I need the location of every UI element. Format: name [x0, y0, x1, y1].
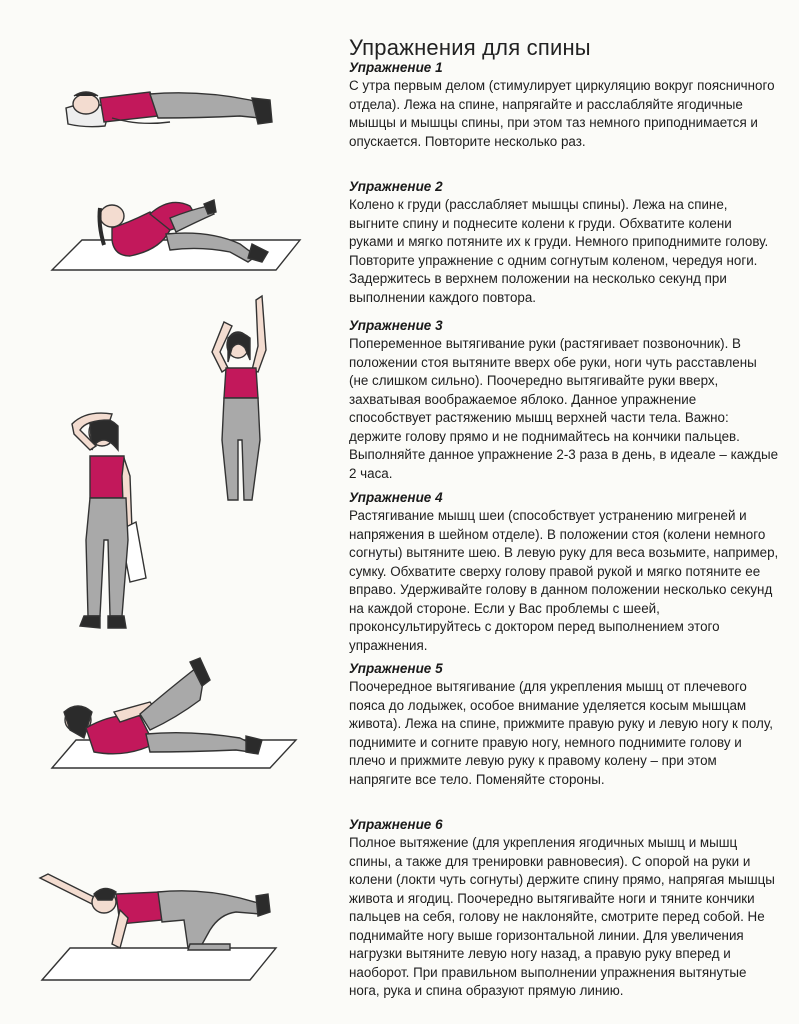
figure-exercise-2 [52, 200, 300, 270]
exercise-1-text: С утра первым делом (стимулирует циркуляцию вокруг поясничного отдела). Лежа на спине, напрягайте и расслабляйте ягодичные мышцы и мышцы спины, при этом таз немного приподнимается и опускается. Повторите несколько раз. [349, 78, 775, 149]
exercise-4-heading: Упражнение 4 [349, 490, 443, 505]
exercise-2-heading: Упражнение 2 [349, 179, 443, 194]
exercise-4 [349, 489, 779, 655]
exercise-3 [349, 317, 779, 483]
figure-exercise-3 [212, 296, 266, 500]
exercise-1-heading: Упражнение 1 [349, 60, 443, 75]
page-title: Упражнения для спины [349, 34, 591, 60]
exercise-4-text: Растягивание мышц шеи (способствует устранению мигреней и напряжения в шейном отделе). В положении стоя (колени немного согнуты) вытяните шею. В левую руку для веса возьмите, например, сумку. Обхватите сверху голову правой рукой и мягко потяните ее вправо. Удерживайте голову в данном положении несколько секунд на каждой стороне. Если у Вас проблемы с шеей, проконсультируйтесь с доктором перед выполнением этого упражнения. [349, 508, 779, 653]
exercise-2-text: Колено к груди (расслабляет мышцы спины). Лежа на спине, выгните спину и поднесите колени к груди. Обхватите колени руками и мягко потяните их к груди. Немного приподнимите голову. Повторите упражнение с одним согнутым коленом, чередуя ноги. Задержитесь в верхнем положении на несколько секунд при выполнении каждого повтора. [349, 197, 769, 305]
exercise-6-heading: Упражнение 6 [349, 817, 443, 832]
exercise-1 [349, 59, 779, 151]
exercise-5 [349, 660, 779, 789]
exercise-3-heading: Упражнение 3 [349, 318, 443, 333]
figure-exercise-5 [52, 658, 296, 768]
figure-exercise-1 [66, 92, 272, 127]
figure-exercise-6 [40, 874, 276, 980]
exercise-6-text: Полное вытяжение (для укрепления ягодичных мышц и мышц спины, а также для тренировки равновесия). С опорой на руки и колени (локти чуть согнуты) держите спину прямо, напрягая мышцы живота и ягодиц. Поочередно вытягивайте ноги и тяните кончики пальцев на себя, голову не наклоняйте, смотрите перед собой. Не поднимайте ногу выше горизонтальной линии. Для увеличения нагрузки вытяните левую ногу назад, а правую руку вперед и наоборот. При правильном выполнении упражнения вытянутые нога, рука и спина образуют прямую линию. [349, 835, 775, 998]
exercise-6 [349, 816, 779, 1001]
exercise-5-heading: Упражнение 5 [349, 661, 443, 676]
exercise-5-text: Поочередное вытягивание (для укрепления мышц от плечевого пояса до лодыжек, особое внимание уделяется косым мышцам живота). Лежа на спине, прижмите правую руку и левую ногу к полу, поднимите и согните правую ногу, немного поднимите голову и плечо и прижмите левую руку к правому колену – при этом напрягите все тело. Поменяйте стороны. [349, 679, 773, 787]
exercise-2 [349, 178, 779, 307]
figure-exercise-4 [72, 413, 146, 628]
exercise-3-text: Попеременное вытягивание руки (растягивает позвоночник). В положении стоя вытяните вверх обе руки, ноги чуть расставлены (не слишком сильно). Поочередно вытягивайте руки вверх, захватывая воображаемое яблоко. Данное упражнение способствует растяжению мышц верхней части тела. Важно: держите голову прямо и не поднимайтесь на кончики пальцев. Выполняйте данное упражнение 2-3 раза в день, в идеале – каждые 2 часа. [349, 336, 779, 481]
